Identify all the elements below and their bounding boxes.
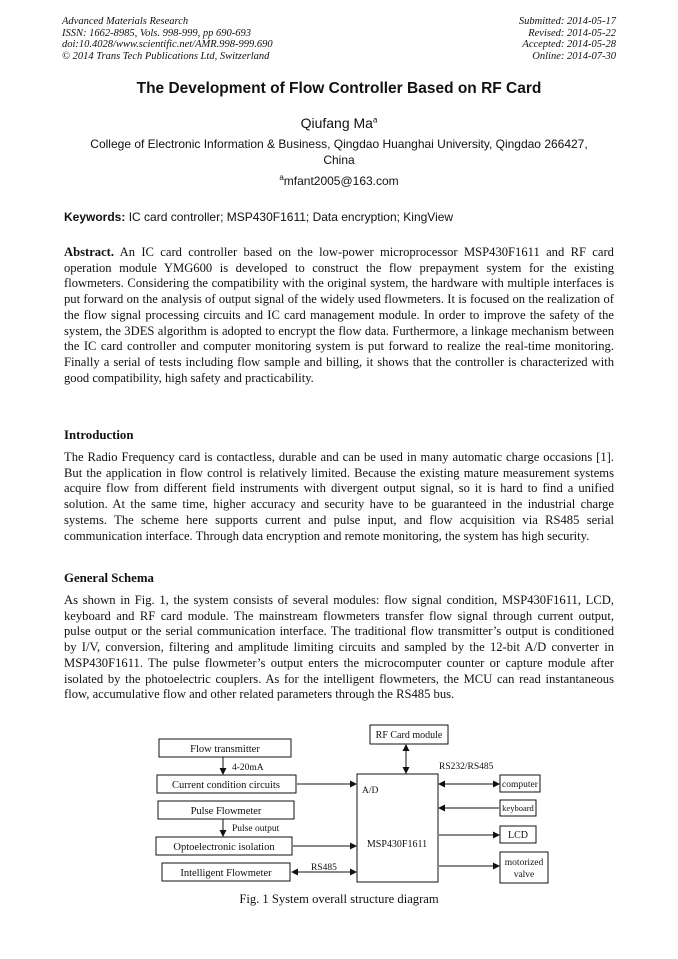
label-ad: A/D	[362, 786, 379, 796]
date-online: Online: 2014-07-30	[532, 50, 616, 62]
label-computer: computer	[502, 780, 538, 790]
label-mcu: MSP430F1611	[366, 839, 428, 850]
journal-header-right	[519, 16, 616, 62]
label-rs232-rs485: RS232/RS485	[439, 762, 494, 772]
journal-name: Advanced Materials Research	[62, 16, 189, 27]
label-current-signal: 4-20mA	[232, 763, 264, 773]
figure-1-diagram	[150, 722, 560, 887]
label-intelligent-flowmeter: Intelligent Flowmeter	[180, 868, 272, 879]
keywords-label: Keywords:	[64, 210, 126, 224]
label-lcd: LCD	[508, 830, 528, 841]
label-optoelectronic: Optoelectronic isolation	[173, 842, 275, 853]
date-submitted: Submitted: 2014-05-17	[518, 16, 616, 27]
general-schema-paragraph: As shown in Fig. 1, the system consists of several modules: flow signal condition, MSP430F1611, LCD, keyboard and RF card module. The mainstream flowmeters transfer flow signal through current output, pulse output or the serial communication interface. The traditional flow transmitter’s output is conditioned by I/V, conversion, filtering and amplitude limiting circuits and sampled by the 12-bit A/D converter in MSP430F1611. The pulse flowmeter’s output enters the microcomputer counter or capture module after isolated by the photoelectric couplers. As for the intelligent flowmeters, the MCU can read instantaneous flow, accumulative flow and other related parameters through the RS485 bus.	[64, 593, 614, 702]
keywords	[64, 210, 453, 224]
author-line	[0, 115, 678, 131]
introduction-paragraph: The Radio Frequency card is contactless, durable and can be used in many automatic charge occasions [1]. But the application in flow control is relatively limited. Because the existing mature measurement systems acquire flow from different field instruments with divergent output signal, so it is hard to find a unified solution. At the same time, higher accuracy and security have to be guaranteed in the industrial charge systems. The scheme here supports current and pulse input, and flow acquisition via RS485 serial communication interface. Through data encryption and remote monitoring, the system has high security.	[64, 450, 614, 543]
author-superscript: a	[372, 115, 378, 125]
section-heading-introduction: Introduction	[64, 428, 134, 442]
figure-caption: Fig. 1 System overall structure diagram	[239, 892, 439, 906]
label-valve-line1: motorized	[504, 858, 544, 868]
label-rs485: RS485	[311, 863, 337, 873]
journal-copyright: © 2014 Trans Tech Publications Ltd, Switzerland	[62, 50, 270, 62]
label-pulse-output: Pulse output	[232, 824, 280, 834]
label-valve-line2: valve	[513, 870, 535, 880]
affiliation: College of Electronic Information & Business, Qingdao Huanghai University, Qingdao 266427, China	[90, 137, 588, 167]
label-pulse-flowmeter: Pulse Flowmeter	[190, 806, 262, 817]
label-flow-transmitter: Flow transmitter	[190, 744, 260, 755]
journal-doi: doi:10.4028/www.scientific.net/AMR.998-999.690	[62, 39, 273, 50]
journal-header-left	[62, 16, 273, 62]
structure-diagram	[150, 722, 560, 887]
email-superscript: a	[279, 173, 284, 182]
date-revised: Revised: 2014-05-22	[528, 27, 616, 39]
author-email: mfant2005@163.com	[283, 174, 399, 188]
date-accepted: Accepted: 2014-05-28	[522, 39, 616, 50]
abstract	[64, 245, 614, 386]
author-name: Qiufang Ma	[300, 115, 373, 131]
label-keyboard: keyboard	[502, 803, 534, 813]
section-heading-general-schema: General Schema	[64, 571, 154, 585]
paper-title: The Development of Flow Controller Based on RF Card	[136, 80, 542, 97]
keywords-text: IC card controller; MSP430F1611; Data encryption; KingView	[128, 210, 454, 224]
abstract-label: Abstract.	[64, 245, 115, 259]
email-line	[0, 174, 678, 188]
label-rf-card: RF Card module	[375, 730, 443, 741]
label-current-condition: Current condition circuits	[172, 780, 280, 791]
abstract-text: An IC card controller based on the low-power microprocessor MSP430F1611 and RF card operation module YMG600 is developed to construct the flow prepayment system for the existing flowmeters. Considering the compatibility with the original system, the hardware with multiple interfaces is put forward on the analysis of output signal of the widely used flowmeters. It is focused on the realization of the flow signal processing circuits and IC card management module. In order to improve the safety of the system, the 3DES algorithm is adopted to encrypt the flow data. Furthermore, a linkage mechanism between the IC card controller and computer monitoring system is put forward to realize the real-time monitoring. Finally a serial of tests including flow sample and billing, it shows that the controller is characterized with good compatibility, high safety and practicability.	[64, 245, 614, 385]
journal-issn: ISSN: 1662-8985, Vols. 998-999, pp 690-693	[62, 27, 251, 39]
